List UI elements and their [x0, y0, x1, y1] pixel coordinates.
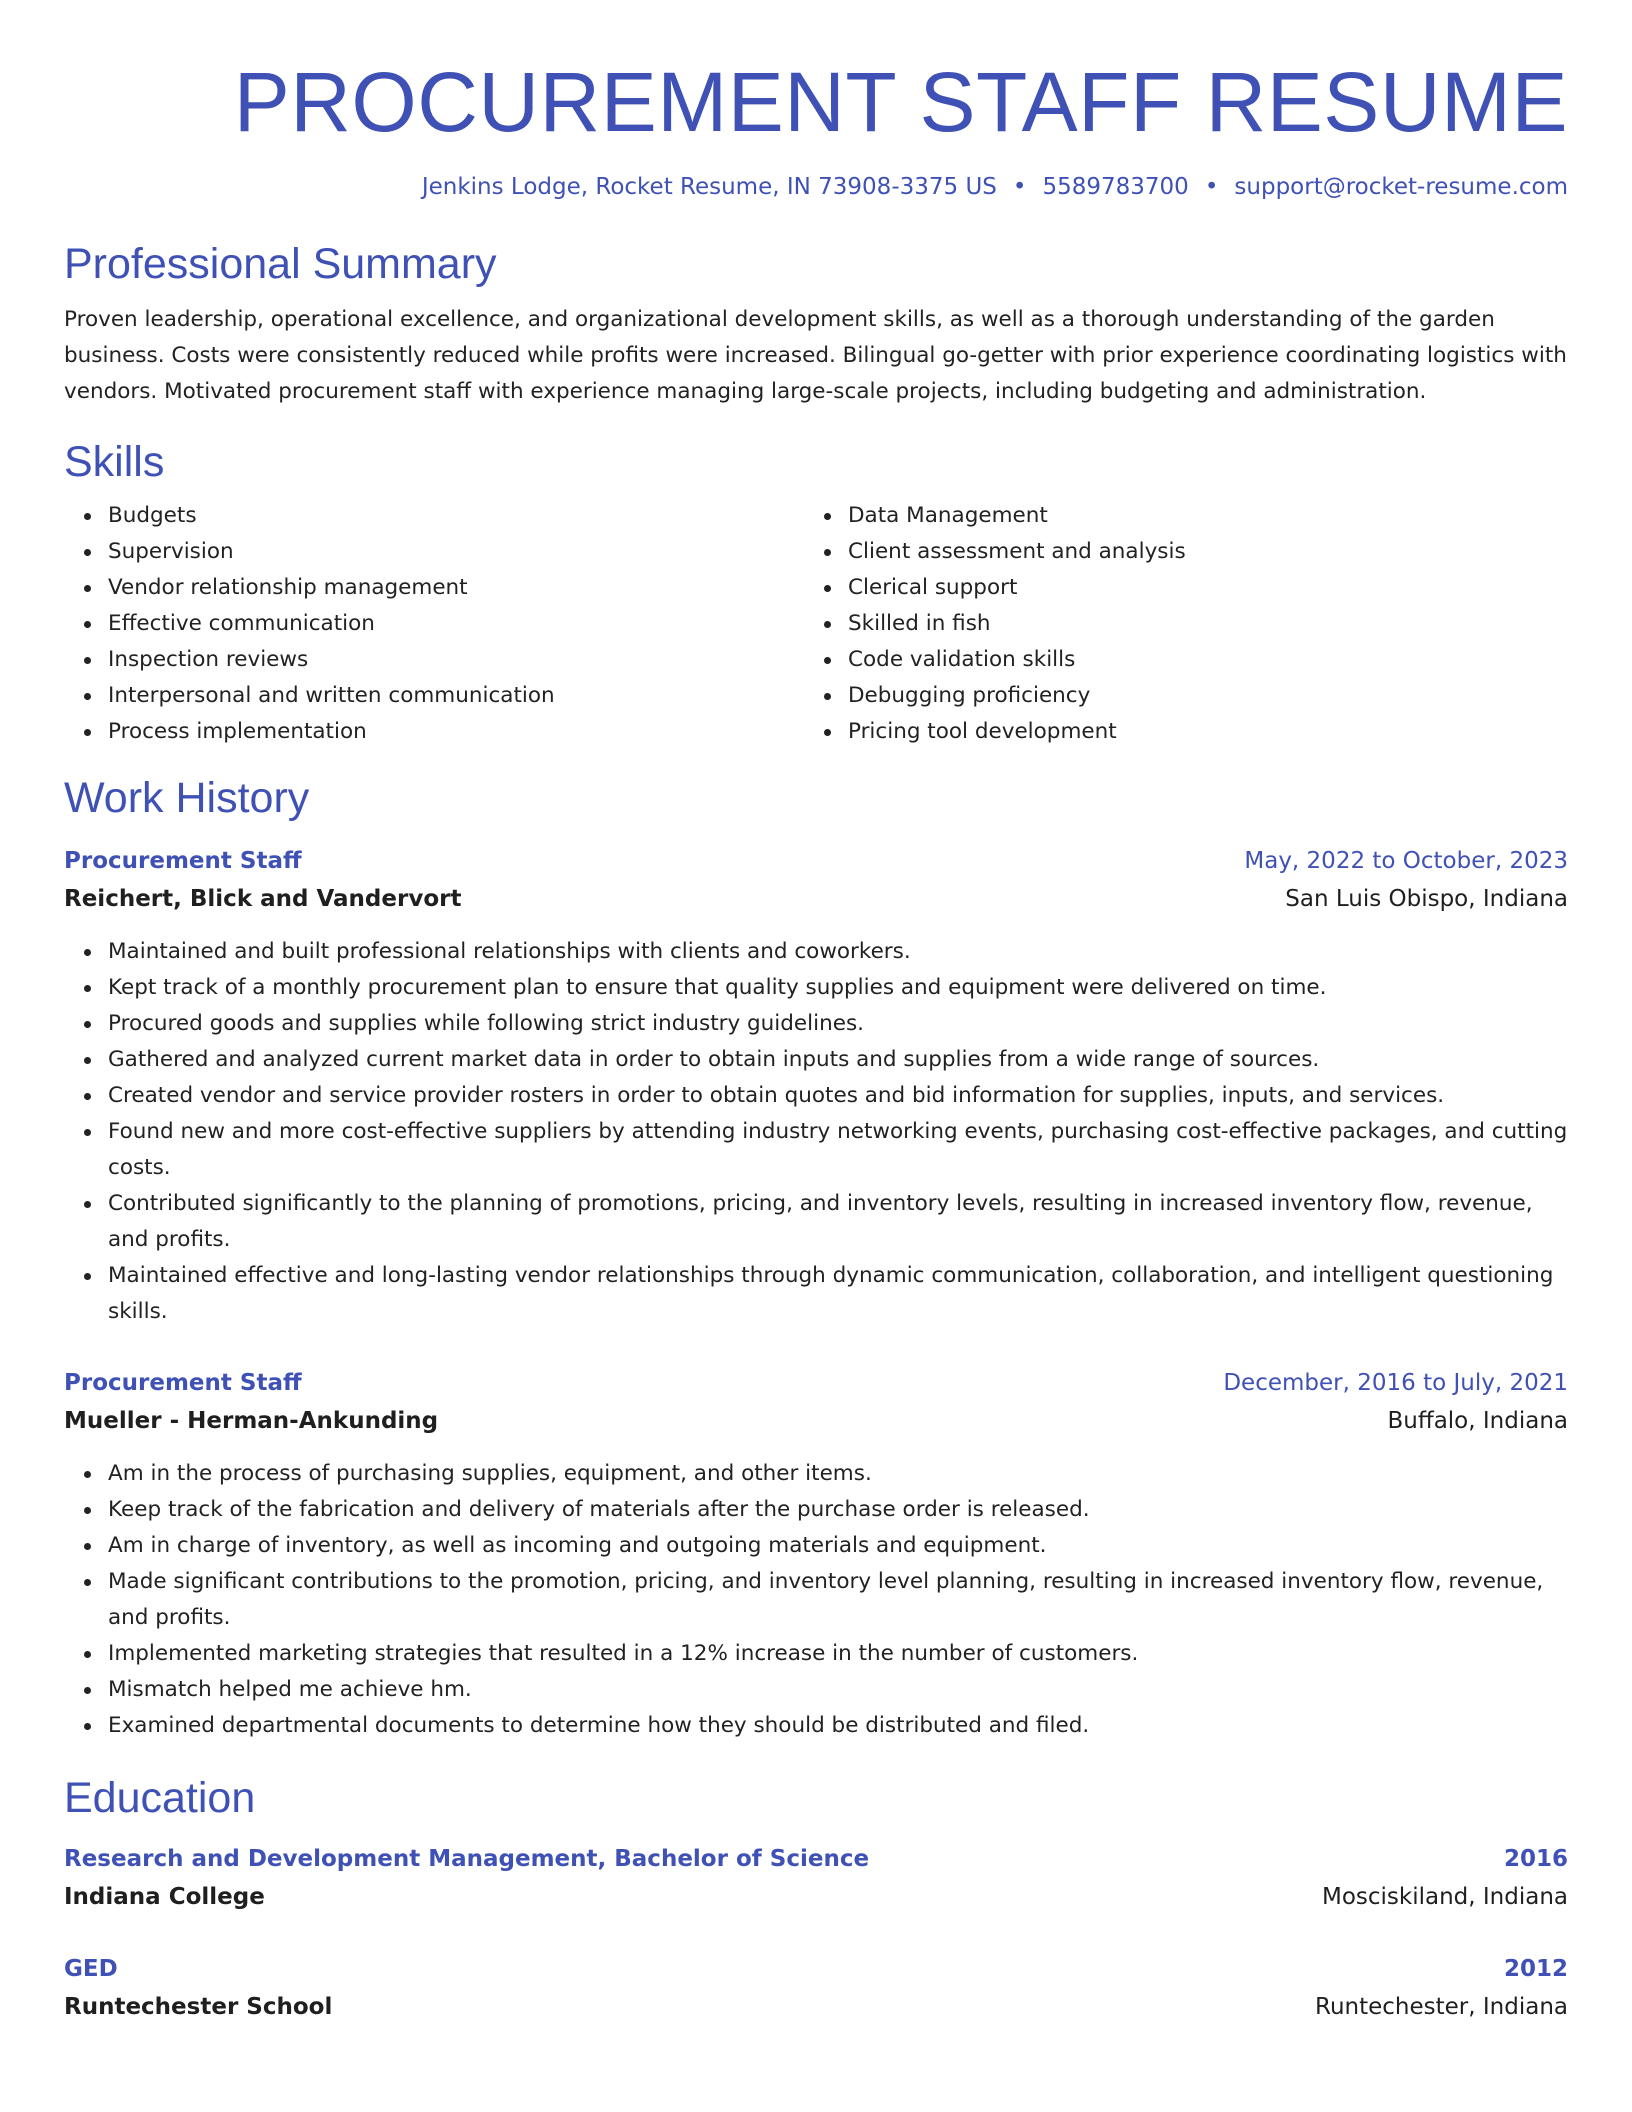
job-duties: [64, 1456, 1568, 1744]
duty-item: Examined departmental documents to determine how they should be distributed and filed.: [108, 1708, 1568, 1744]
duty-item: Maintained effective and long-lasting vendor relationships through dynamic communication, collaboration, and intelligent questioning skills.: [108, 1258, 1568, 1330]
education-entry-subheader: [64, 1988, 1568, 2026]
contact-email[interactable]: support@rocket-resume.com: [1234, 174, 1568, 200]
school-location: Mosciskiland, Indiana: [1321, 1884, 1568, 1910]
skill-item: Budgets: [108, 498, 804, 534]
job-title: Procurement Staff: [64, 1370, 302, 1396]
work-entry: [64, 1364, 1568, 1744]
duty-item: Gathered and analyzed current market data in order to obtain inputs and supplies from a wide range of sources.: [108, 1042, 1568, 1078]
work-entry-header: [64, 842, 1568, 880]
duty-item: Contributed significantly to the planning of promotions, pricing, and inventory levels, resulting in increased inventory flow, revenue, and profits.: [108, 1186, 1568, 1258]
school-name: Indiana College: [64, 1884, 265, 1910]
education-entry: [64, 1950, 1568, 2026]
skill-item: Client assessment and analysis: [848, 534, 1544, 570]
skill-item: Inspection reviews: [108, 642, 804, 678]
resume-title: PROCUREMENT STAFF RESUME: [233, 55, 1568, 149]
education-entry-header: [64, 1840, 1568, 1878]
company-name: Mueller - Herman-Ankunding: [64, 1408, 439, 1434]
education-entry-subheader: [64, 1878, 1568, 1916]
summary-text: Proven leadership, operational excellence, and organizational development skills, as well as a thorough understanding of the garden business. Costs were consistently reduced while profits were increased. Bilingual go-getter with prior experience coordinating logistics with vendors. Motivated procurement staff with experience managing large-scale projects, including budgeting and administration.: [64, 307, 1567, 404]
skills-column-right: [804, 498, 1544, 750]
skill-item: Data Management: [848, 498, 1544, 534]
work-entry-subheader: [64, 880, 1568, 918]
duty-item: Made significant contributions to the promotion, pricing, and inventory level planning, resulting in increased inventory flow, revenue, and profits.: [108, 1564, 1568, 1636]
work-entry-header: [64, 1364, 1568, 1402]
school-location: Runtechester, Indiana: [1315, 1994, 1568, 2020]
duty-item: Created vendor and service provider rosters in order to obtain quotes and bid information for supplies, inputs, and services.: [108, 1078, 1568, 1114]
education-entry-header: [64, 1950, 1568, 1988]
graduation-year: 2016: [1503, 1846, 1568, 1872]
resume-page: [64, 0, 1568, 2026]
skills-column-left: [64, 498, 804, 750]
job-location: Buffalo, Indiana: [1387, 1408, 1568, 1434]
contact-separator: •: [1012, 174, 1027, 200]
skill-item: Code validation skills: [848, 642, 1544, 678]
duty-item: Am in charge of inventory, as well as incoming and outgoing materials and equipment.: [108, 1528, 1568, 1564]
job-title: Procurement Staff: [64, 848, 302, 874]
section-heading-education: Education: [64, 1774, 256, 1822]
section-heading-summary: Professional Summary: [64, 240, 497, 288]
skill-item: Interpersonal and written communication: [108, 678, 804, 714]
degree-name: GED: [64, 1956, 118, 1982]
contact-line: [64, 172, 1568, 202]
work-entry-subheader: [64, 1402, 1568, 1440]
company-name: Reichert, Blick and Vandervort: [64, 886, 462, 912]
contact-address: Jenkins Lodge, Rocket Resume, IN 73908-3375 US: [421, 174, 997, 200]
section-heading-skills: Skills: [64, 438, 165, 486]
skill-item: Supervision: [108, 534, 804, 570]
duty-item: Maintained and built professional relationships with clients and coworkers.: [108, 934, 1568, 970]
duty-item: Mismatch helped me achieve hm.: [108, 1672, 1568, 1708]
duty-item: Implemented marketing strategies that resulted in a 12% increase in the number of customers.: [108, 1636, 1568, 1672]
skill-item: Vendor relationship management: [108, 570, 804, 606]
skills-list: [64, 498, 1568, 750]
skill-item: Debugging proficiency: [848, 678, 1544, 714]
duty-item: Am in the process of purchasing supplies, equipment, and other items.: [108, 1456, 1568, 1492]
duty-item: Keep track of the fabrication and delivery of materials after the purchase order is released.: [108, 1492, 1568, 1528]
job-location: San Luis Obispo, Indiana: [1285, 886, 1568, 912]
education-entry: [64, 1840, 1568, 1916]
contact-separator: •: [1204, 174, 1219, 200]
school-name: Runtechester School: [64, 1994, 333, 2020]
job-dates: December, 2016 to July, 2021: [1223, 1370, 1568, 1396]
contact-phone[interactable]: 5589783700: [1042, 174, 1189, 200]
skill-item: Pricing tool development: [848, 714, 1544, 750]
job-dates: May, 2022 to October, 2023: [1244, 848, 1568, 874]
work-entry: [64, 842, 1568, 1330]
skill-item: Skilled in fish: [848, 606, 1544, 642]
duty-item: Found new and more cost-effective suppliers by attending industry networking events, purchasing cost-effective packages, and cutting costs.: [108, 1114, 1568, 1186]
duty-item: Procured goods and supplies while following strict industry guidelines.: [108, 1006, 1568, 1042]
skill-item: Process implementation: [108, 714, 804, 750]
skill-item: Effective communication: [108, 606, 804, 642]
graduation-year: 2012: [1503, 1956, 1568, 1982]
degree-name: Research and Development Management, Bachelor of Science: [64, 1846, 870, 1872]
section-heading-work-history: Work History: [64, 774, 310, 822]
duty-item: Kept track of a monthly procurement plan to ensure that quality supplies and equipment were delivered on time.: [108, 970, 1568, 1006]
job-duties: [64, 934, 1568, 1330]
skill-item: Clerical support: [848, 570, 1544, 606]
